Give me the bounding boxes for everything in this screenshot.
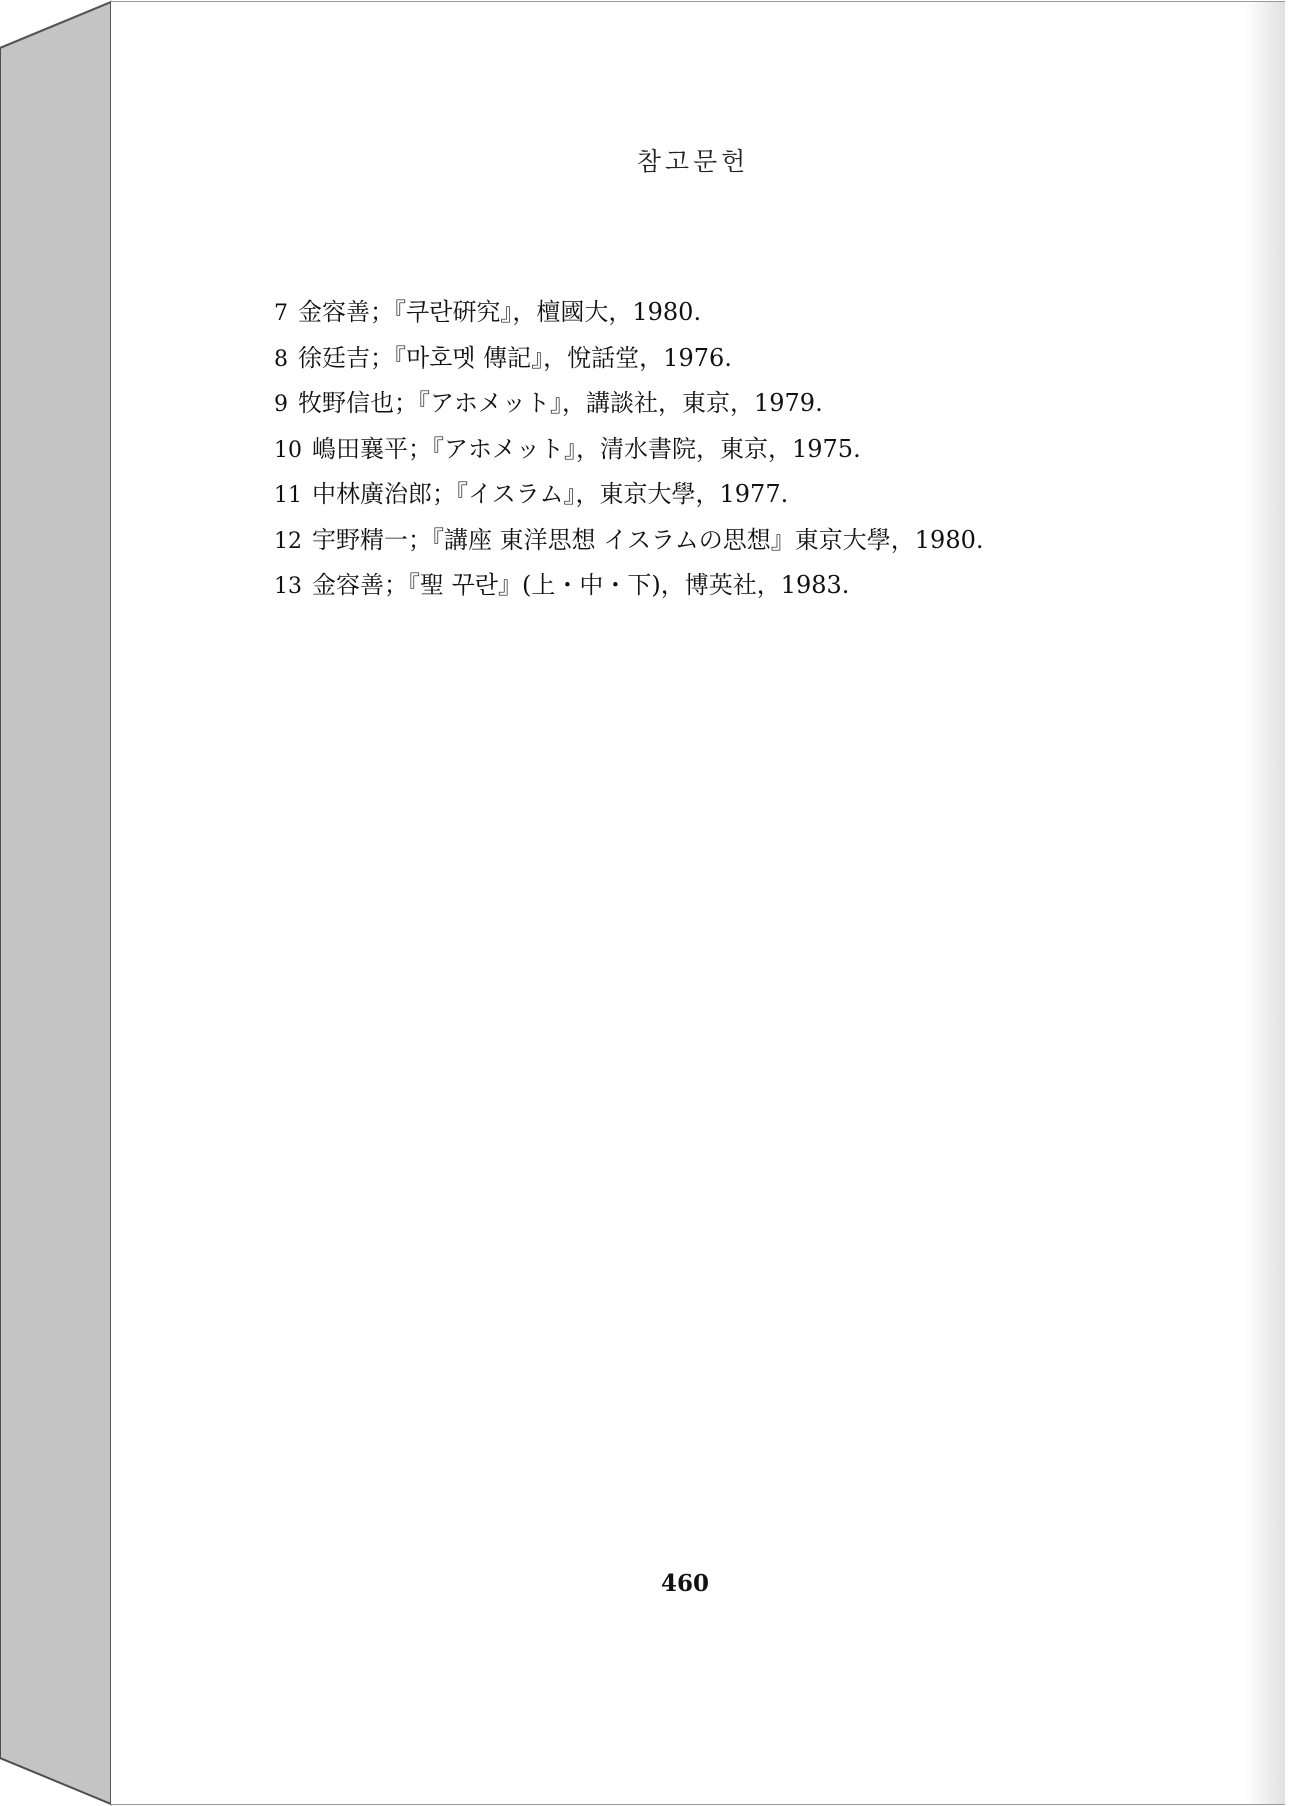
- book-spine-side: [0, 2, 111, 1804]
- reference-number: 12: [274, 528, 302, 554]
- page-number: 460: [660, 1570, 709, 1597]
- reference-number: 13: [274, 574, 302, 599]
- reference-text: 徐廷吉；『마호멧 傳記』，悅話堂，1976.: [298, 343, 732, 372]
- reference-item-7: [274, 292, 983, 338]
- reference-text: 金容善；『聖 꾸란』(上・中・下)，博英社，1983.: [312, 571, 850, 599]
- document-page: [111, 2, 1285, 1804]
- reference-text: 宇野精一；『講座 東洋思想 イスラムの思想』東京大學，1980.: [312, 525, 984, 554]
- reference-number: 9: [274, 392, 288, 417]
- reference-text: 中林廣治郎；『イスラム』，東京大學，1977.: [312, 480, 789, 508]
- reference-item-10: [274, 429, 983, 475]
- reference-item-13: [274, 565, 983, 611]
- reference-number: 10: [274, 437, 302, 463]
- reference-text: 金容善；『쿠란硏究』，檀國大，1980.: [298, 298, 702, 326]
- reference-text: 嶋田襄平；『アホメット』，清水書院，東京，1975.: [312, 434, 861, 463]
- page-edge-shadow: [1245, 2, 1285, 1804]
- reference-item-8: [274, 338, 983, 384]
- reference-item-11: [274, 474, 983, 520]
- reference-item-12: [274, 520, 983, 566]
- reference-number: 7: [274, 301, 288, 326]
- reference-text: 牧野信也；『アホメット』，講談社，東京，1979.: [298, 389, 823, 417]
- page-header-title: 참고문헌: [636, 147, 750, 176]
- reference-number: 11: [274, 483, 302, 508]
- reference-number: 8: [274, 346, 288, 372]
- reference-item-9: [274, 383, 983, 429]
- reference-list: [274, 292, 983, 611]
